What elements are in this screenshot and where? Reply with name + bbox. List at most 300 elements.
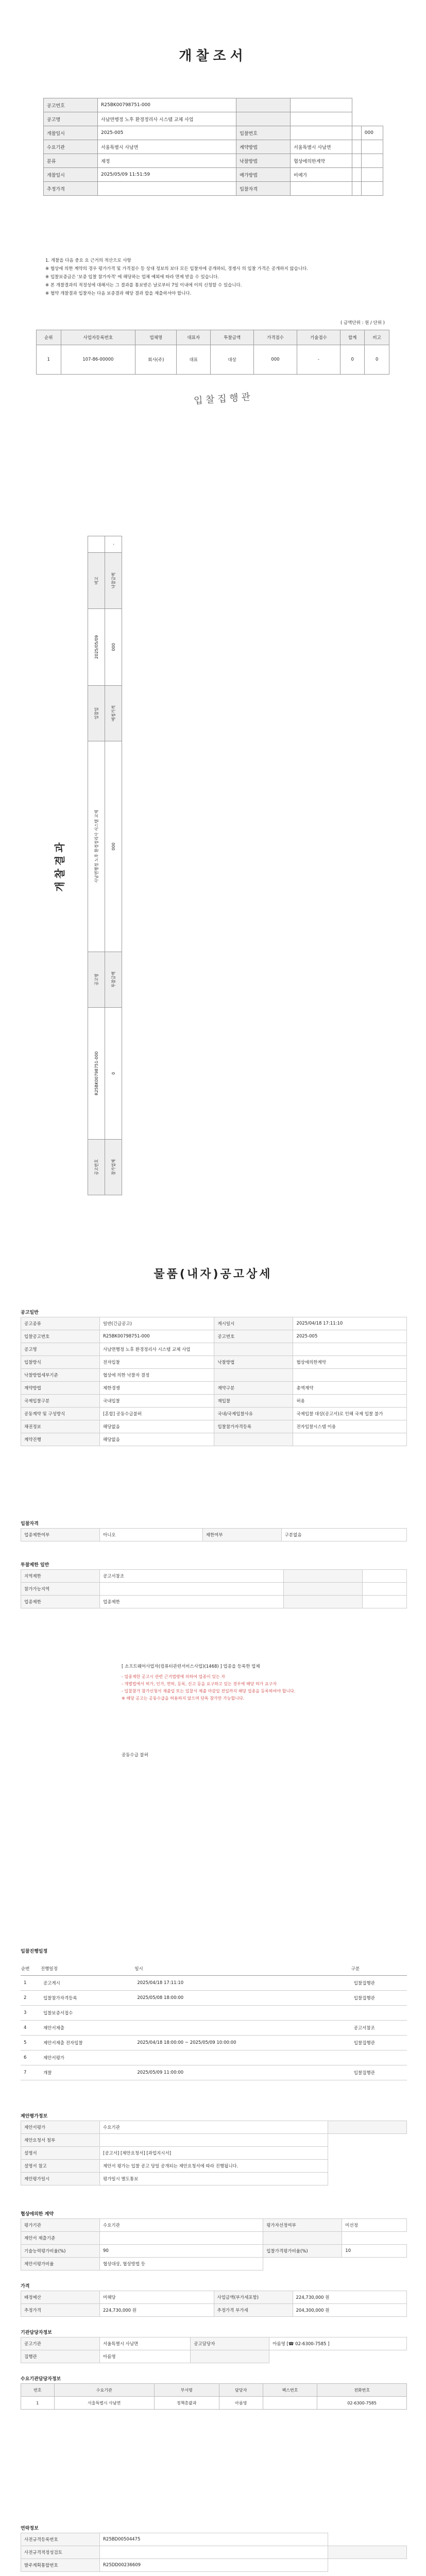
notice-line: - 입찰참가 참가신청서 제출일 또는 입찰서 제출 마감일 전일까지 해당 업종을 등록하여야 합니다. [122, 1689, 296, 1693]
etc-row [21, 2546, 407, 2559]
general-cell: 협상에의한계약 [293, 1356, 407, 1369]
general-cell: 국제입찰구분 [21, 1395, 100, 1408]
proposal-cell: 제안서 평가는 입찰 공고 당일 공개되는 제안요청서에 따라 진행됩니다. [100, 2160, 328, 2173]
rotated-cell: 사남면행정 노후 환경정리사 시스템 교체 [88, 741, 105, 952]
note-line: ※ 협상에 의한 계약의 경우 평가가격 및 가격점수 등 상대 정보의 보다 모든 입찰자에 공개하되, 경쟁사 의 입찰 가격은 공개하지 않습니다. [45, 266, 308, 272]
info-row [44, 140, 383, 154]
demand_cols-header: 담당자 [219, 2384, 263, 2397]
price-row [21, 2232, 407, 2245]
bid_rows-cell: 대표 [177, 345, 211, 375]
info-cell: 서울특별시 사남면 [291, 140, 352, 154]
amount-cell: 204,300,000 원 [293, 2304, 407, 2317]
sched-cell: 2 [21, 1991, 40, 2006]
sched-cell: 개찰 [40, 2065, 134, 2080]
info-cell [361, 140, 383, 154]
sched-cell: 6 [21, 2050, 40, 2065]
general-row [21, 1433, 407, 1446]
amount-header: 가격 [21, 2284, 30, 2289]
info-cell: 서울특별시 사남면 [98, 140, 236, 154]
proposal-cell: 제안서평가 [21, 2121, 100, 2134]
rotated-cell: - [105, 536, 122, 553]
region-cell: 참가가능지역 [21, 1583, 100, 1596]
proposal-cell: [공고서] [제안요청서] [과업지시서] [100, 2147, 328, 2160]
general-cell: 일반(긴급공고) [100, 1317, 214, 1330]
notice-line: - 업종제한 공고시 관련 근거법령에 의하여 업종이 있는 자 [122, 1674, 225, 1679]
bid-restrict-header: 입찰자격 [21, 1521, 39, 1527]
region-row [21, 1596, 407, 1608]
rotated-row [88, 536, 105, 1195]
rotated-cell: 입찰일 [88, 686, 105, 741]
etc-row [21, 2533, 407, 2546]
note-line: ※ 본 개찰결과의 적정성에 대해서는 그 결과를 통보받은 날로부터 7일 이내에 이의 신청할 수 있습니다. [45, 283, 242, 288]
general-cell: 게시일시 [214, 1317, 293, 1330]
bid-result-table [36, 330, 389, 375]
price-cell: 90 [100, 2245, 263, 2258]
org-cell: 아름영 [☎ 02-6300-7585 ] [269, 2337, 407, 2350]
general-table [21, 1317, 407, 1446]
general-cell: 입찰공고번호 [21, 1330, 100, 1343]
sched-cell: 2025/05/09 11:00:00 [134, 2065, 350, 2080]
demand_cols-header: 전화번호 [317, 2384, 407, 2397]
proposal-cell: 평가일시 별도통보 [100, 2173, 328, 2185]
etc-cell [100, 2546, 328, 2559]
rotated-cell: 공고명 [88, 952, 105, 1007]
general-cell: 국내/국제입찰사유 [214, 1408, 293, 1420]
rotated-cell: 0 [105, 1007, 122, 1139]
general-cell: 전자입찰시스템 이용 [293, 1420, 407, 1433]
org-cell: 아름영 [100, 2350, 191, 2363]
demand-cell: 서울특별시 사남면 [54, 2397, 154, 2410]
general-header: 공고일반 [21, 1310, 39, 1315]
sched-cell [134, 2006, 350, 2021]
rotated-cell: 2025/05/09 [88, 608, 105, 685]
sched-cell [351, 2006, 407, 2021]
org-header: 기관담당자정보 [21, 2330, 52, 2335]
sched_cols-header: 순번 [21, 1962, 40, 1976]
demand-header: 수요기관담당자정보 [21, 2377, 61, 2382]
rotated-cell: 참가업체 [105, 1139, 122, 1195]
proposal-row [21, 2173, 407, 2185]
region-cell [363, 1583, 407, 1596]
amount-cell: 추정가격 부가세 [214, 2304, 293, 2317]
bid_restrict-cell: 제한여부 [202, 1529, 281, 1541]
general-row [21, 1369, 407, 1382]
notice-line: ※ 해당 공고는 공동수급을 허용하지 않으며 단독 참가만 가능합니다. [122, 1696, 245, 1701]
rotated-cell: 투찰금액 [105, 952, 122, 1007]
demand_cols-header: 팩스번호 [263, 2384, 317, 2397]
sched-cell: 입찰보증서접수 [40, 2006, 134, 2021]
info-cell: 입찰자격 [236, 182, 291, 196]
general-row [21, 1356, 407, 1369]
bid-restrict-table [21, 1528, 407, 1541]
general-cell: 낙찰방법세부기준 [21, 1369, 100, 1382]
demand-cell: 정책총괄과 [154, 2397, 219, 2410]
bid_headers-header: 순위 [37, 330, 61, 345]
info-cell [236, 112, 291, 126]
bid_restrict-cell: 아니오 [100, 1529, 203, 1541]
amount-cell: 사업금액(부가세포함) [214, 2291, 293, 2304]
price-row [21, 2219, 407, 2232]
bid_rows-cell: 1 [37, 345, 61, 375]
info-cell: 2025-005 [98, 126, 236, 140]
org-row [21, 2337, 407, 2350]
region-table [21, 1569, 407, 1608]
sched-cell: 입찰참가자격등록 [40, 1991, 134, 2006]
sched_cols-header: 일시 [134, 1962, 350, 1976]
info-cell [361, 168, 383, 182]
region-cell [284, 1583, 363, 1596]
info-cell [236, 98, 291, 112]
sched_cols-header: 진행일정 [40, 1962, 134, 1976]
general-cell: 해당없음 [100, 1420, 214, 1433]
org-cell: 서울특별시 사남면 [100, 2337, 191, 2350]
notice-box [122, 1673, 383, 1702]
rotated-cell: R25BK00798751-000 [88, 1007, 105, 1139]
general-row [21, 1420, 407, 1433]
proposal-row [21, 2147, 407, 2160]
info-cell: 낙찰방법 [236, 154, 291, 168]
etc-cell: R25DD00236609 [100, 2559, 328, 2572]
rotated-table [88, 536, 122, 1195]
info-cell [361, 154, 383, 168]
price-cell: 제안서 제출기준 [21, 2232, 100, 2245]
sched-cell [351, 2050, 407, 2065]
proposal-row [21, 2160, 407, 2173]
page-title: 개찰조서 [179, 48, 247, 64]
sched-cell: 5 [21, 2036, 40, 2050]
proposal-cell: 제안요청서 첨부 [21, 2134, 100, 2147]
bid_rows-cell: 107-86-00000 [61, 345, 135, 375]
price-row [21, 2258, 407, 2270]
sched-cell: 2025/04/18 18:00:00 ~ 2025/05/09 10:00:00 [134, 2036, 350, 2050]
org-table [21, 2337, 407, 2363]
general-row [21, 1317, 407, 1330]
general-cell: 공동계약 및 구성방식 [21, 1408, 100, 1420]
rotated-cell: 000 [105, 608, 122, 685]
proposal-cell: 수요기관 [100, 2121, 328, 2134]
general-row [21, 1382, 407, 1395]
demand-cell: 02-6300-7585 [317, 2397, 407, 2410]
general-cell: 2025/04/18 17:11:10 [293, 1317, 407, 1330]
region-cell: 업종제한 [21, 1596, 100, 1608]
etc-table [21, 2533, 407, 2572]
info-row [44, 154, 383, 168]
info-cell: 사남면행정 노후 환경정리사 시스템 교체 사업 [98, 112, 236, 126]
region-row [21, 1570, 407, 1583]
rotated-cell: 낙찰금액 [105, 553, 122, 608]
info-cell: 공고명 [44, 112, 98, 126]
price-cell: 협상대상, 협상방법 등 [100, 2258, 263, 2270]
rotated-cell: 비고 [88, 553, 105, 608]
general-cell: 계약방법 [21, 1382, 100, 1395]
price-cell: 10 [342, 2245, 407, 2258]
amount-cell: 224,730,000 원 [293, 2291, 407, 2304]
info-cell [291, 126, 352, 140]
schedule-header: 입찰진행일정 [21, 1949, 48, 1954]
amount-cell: 추정가격 [21, 2304, 100, 2317]
org-cell [191, 2350, 269, 2363]
region-cell [284, 1570, 363, 1583]
info-cell [352, 182, 361, 196]
price-cell: 미선정 [342, 2219, 407, 2232]
general-cell: 총액계약 [293, 1382, 407, 1395]
info-cell: 2025/05/09 11:51:59 [98, 168, 236, 182]
region-cell [363, 1570, 407, 1583]
general-cell [293, 1343, 407, 1356]
info-cell: 협상에의한계약 [291, 154, 352, 168]
sched-row [21, 2036, 407, 2050]
license-text: [ 소프트웨어사업자(컴퓨터관련서비스사업)(1468) ] 업종을 등록한 업체 [122, 1664, 260, 1669]
general-cell: R25BK00798751-000 [100, 1330, 214, 1343]
bid_headers-header: 대표자 [177, 330, 211, 345]
price-cell: 기술능력평가비율(%) [21, 2245, 100, 2258]
info-row [44, 168, 383, 182]
official-seal: 입 찰 집 행 관 [193, 392, 251, 406]
region-header: 투찰제한 일반 [21, 1563, 49, 1568]
bid_restrict-cell: 업종제한여부 [21, 1529, 100, 1541]
info-cell [352, 126, 361, 140]
amount-row [21, 2291, 407, 2304]
bid_headers-header: 합계 [340, 330, 365, 345]
sched-cell: 공고서참조 [351, 2021, 407, 2036]
info-cell: 재정 [98, 154, 236, 168]
price-cell [263, 2232, 342, 2245]
price-cell: 수요기관 [100, 2219, 263, 2232]
proposal-table [21, 2121, 407, 2185]
general-cell: 공고번호 [214, 1330, 293, 1343]
info-cell: 예가방법 [236, 168, 291, 182]
info-cell: 개찰일시 [44, 168, 98, 182]
proposal-row [21, 2134, 407, 2147]
sched-cell: 입찰집행관 [351, 1976, 407, 1991]
info-cell [352, 140, 361, 154]
amount-cell: 배정예산 [21, 2291, 100, 2304]
general-cell: 국제입찰 대상(공고서)로 인해 국제 입찰 불가 [293, 1408, 407, 1420]
region-cell: 업종제한 [100, 1596, 284, 1608]
etc-header: 연락정보 [21, 2526, 39, 2531]
proposal-header: 제안평가정보 [21, 2114, 48, 2119]
general-cell: 낙찰방법 [214, 1356, 293, 1369]
info-cell: 개찰일시 [44, 126, 98, 140]
info-cell: 추정가격 [44, 182, 98, 196]
rotated-result [54, 536, 242, 1195]
region-cell [100, 1583, 284, 1596]
general-cell: 2025-005 [293, 1330, 407, 1343]
etc-cell [328, 2546, 407, 2559]
proposal-row [21, 2121, 407, 2134]
info-cell [361, 182, 383, 196]
info-row [44, 98, 383, 112]
general-cell: 입찰참가자격등록 [214, 1420, 293, 1433]
note-line: ※ 협약 개찰결과 입찰자는 다음 보증결과 해당 결과 합을 제출하셔야 합니다. [45, 291, 192, 296]
proposal-cell: 설명서 [21, 2147, 100, 2160]
info-cell: 분류 [44, 154, 98, 168]
bid_rows-cell: 회사(주) [135, 345, 177, 375]
bid_headers-header: 가격점수 [254, 330, 297, 345]
info-cell: 계약방법 [236, 140, 291, 154]
rotated-cell: 공고번호 [88, 1139, 105, 1195]
info-cell [291, 98, 352, 112]
etc-cell: R25BD00504475 [100, 2533, 328, 2546]
unit-note: ( 금액단위 : 원 / 단위 ) [340, 320, 385, 326]
org-cell: 공고담당자 [191, 2337, 269, 2350]
demand-row [21, 2397, 407, 2410]
general-cell [293, 1369, 407, 1382]
bid_headers-header: 업체명 [135, 330, 177, 345]
general-row [21, 1343, 407, 1356]
general-cell: 공고종류 [21, 1317, 100, 1330]
bid_restrict-cell: 구분없음 [281, 1529, 406, 1541]
general-cell: 채권정보 [21, 1420, 100, 1433]
price-cell [100, 2232, 263, 2245]
sched-cell [134, 2050, 350, 2065]
general-cell: 재입찰 [214, 1395, 293, 1408]
allow-label: 공동수급 불허 [122, 1753, 148, 1758]
general-cell [214, 1343, 293, 1356]
bid-info-table [43, 98, 383, 196]
schedule-table [21, 1962, 407, 2080]
region-cell: 지역제한 [21, 1570, 100, 1583]
demand-table [21, 2383, 407, 2410]
bid_rows-cell: 000 [254, 345, 297, 375]
rotated-cell: 예정가격 [105, 686, 122, 741]
sched-cell: 2025/04/18 17:11:10 [134, 1976, 350, 1991]
etc-cell: 발주계획통합번호 [21, 2559, 100, 2572]
note-line: 1. 개찰을 다음 중요 요 근거의 적산으로 사항 [45, 258, 131, 263]
info-cell: 공고번호 [44, 98, 98, 112]
general-cell: 공고명 [21, 1343, 100, 1356]
etc-row [21, 2559, 407, 2572]
demand_cols-header: 번호 [21, 2384, 55, 2397]
bid_rows-cell: 대상 [211, 345, 254, 375]
price-cell: 입찰가격평가비율(%) [263, 2245, 342, 2258]
demand-cell: 1 [21, 2397, 55, 2410]
org-cell: 집행관 [21, 2350, 100, 2363]
bid_headers-header: 비고 [365, 330, 389, 345]
bid_restrict-row [21, 1529, 407, 1541]
general-cell: 해당없음 [100, 1433, 214, 1446]
sched-cell: 2025/05/08 18:00:00 [134, 1991, 350, 2006]
amount-table [21, 2291, 407, 2317]
notes [45, 257, 380, 298]
price-row [21, 2245, 407, 2258]
bid_rows-row [37, 345, 389, 375]
general-cell: 전자입찰 [100, 1356, 214, 1369]
sched-cell: 제안서제출 전자입찰 [40, 2036, 134, 2050]
sched-row [21, 2006, 407, 2021]
info-cell [291, 182, 352, 196]
sched-cell: 4 [21, 2021, 40, 2036]
demand_cols-header: 수요기관 [54, 2384, 154, 2397]
bid_headers-header: 사업자등록번호 [61, 330, 135, 345]
general-cell: 계약구분 [214, 1382, 293, 1395]
amount-cell: 미해당 [100, 2291, 214, 2304]
rotated-cell: 000 [105, 741, 122, 952]
etc-cell: 사전규격등록번호 [21, 2533, 100, 2546]
region-cell: 공고서참조 [100, 1570, 284, 1583]
info-cell [352, 154, 361, 168]
price-cell: 평가기관 [21, 2219, 100, 2232]
price-header: 협상에의한 계약 [21, 2212, 54, 2217]
demand_cols-header: 부서명 [154, 2384, 219, 2397]
sched-cell: 3 [21, 2006, 40, 2021]
note-line: ※ 입찰보증금은 '보증 입찰 참가자격' 에 해당하는 업체 예외에 따라 면제 받을 수 있습니다. [45, 275, 219, 280]
price-cell: 평가자선정여부 [263, 2219, 342, 2232]
sched-cell: 1 [21, 1976, 40, 1991]
general-cell: [혼합] 공동수급불허 [100, 1408, 214, 1420]
info-cell: 수요기관 [44, 140, 98, 154]
proposal-cell [100, 2134, 328, 2147]
sched-row [21, 1991, 407, 2006]
sched-row [21, 2021, 407, 2036]
org-row [21, 2350, 407, 2363]
general-row [21, 1395, 407, 1408]
etc-cell: 사전규격적정성검토 [21, 2546, 100, 2559]
general-cell: 국내입찰 [100, 1395, 214, 1408]
proposal-cell: 설명서 참고 [21, 2160, 100, 2173]
general-cell: 계약진행 [21, 1433, 100, 1446]
bid_rows-cell: 0 [365, 345, 389, 375]
info-cell: 비예가 [291, 168, 352, 182]
general-cell [293, 1433, 407, 1446]
sched-cell: 제안서평가 [40, 2050, 134, 2065]
general-cell: 입찰방식 [21, 1356, 100, 1369]
general-cell [214, 1369, 293, 1382]
sched-cell: 입찰집행관 [351, 1991, 407, 2006]
region-cell [363, 1596, 407, 1608]
notice-line: - 개별법에서 허가, 인가, 면허, 등록, 신고 등을 요구하고 있는 경우에 해당 허가 요구자 [122, 1682, 277, 1686]
demand-cell: 아름영 [219, 2397, 263, 2410]
price-table [21, 2218, 407, 2270]
demand-cell [263, 2397, 317, 2410]
sched-cell: 7 [21, 2065, 40, 2080]
general-cell: 사남면행정 노후 환경정리사 시스템 교체 사업 [100, 1343, 214, 1356]
info-cell [98, 182, 236, 196]
sched-cell: 제안서제출 [40, 2021, 134, 2036]
info-row [44, 126, 383, 140]
sched_cols-header: 구분 [351, 1962, 407, 1976]
sched-row [21, 2050, 407, 2065]
sched-cell: 입찰집행관 [351, 2036, 407, 2050]
org-cell: 공고기관 [21, 2337, 100, 2350]
general-row [21, 1408, 407, 1420]
info-row [44, 112, 383, 126]
general-cell: 제한경쟁 [100, 1382, 214, 1395]
info-cell [291, 112, 352, 126]
info-cell: 000 [361, 126, 383, 140]
bid_headers-header: 기술점수 [297, 330, 340, 345]
region-row [21, 1583, 407, 1596]
sched-row [21, 1976, 407, 1991]
info-row [44, 182, 383, 196]
proposal-cell [328, 2121, 407, 2134]
region-cell [284, 1596, 363, 1608]
info-cell: 입찰번호 [236, 126, 291, 140]
info-cell [352, 168, 361, 182]
bid_headers-header: 투찰금액 [211, 330, 254, 345]
notice-title: 물품(내자)공고상세 [154, 1268, 272, 1281]
bid_rows-cell: 0 [340, 345, 365, 375]
sched-cell [134, 2021, 350, 2036]
bid_rows-cell: - [297, 345, 340, 375]
amount-row [21, 2304, 407, 2317]
amount-cell: 224,730,000 원 [100, 2304, 214, 2317]
general-cell: 허용 [293, 1395, 407, 1408]
general-cell [214, 1433, 293, 1446]
rotated-title: 개찰결과 [54, 839, 66, 892]
rotated-row [105, 536, 122, 1195]
sched-cell: 공고게시 [40, 1976, 134, 1991]
